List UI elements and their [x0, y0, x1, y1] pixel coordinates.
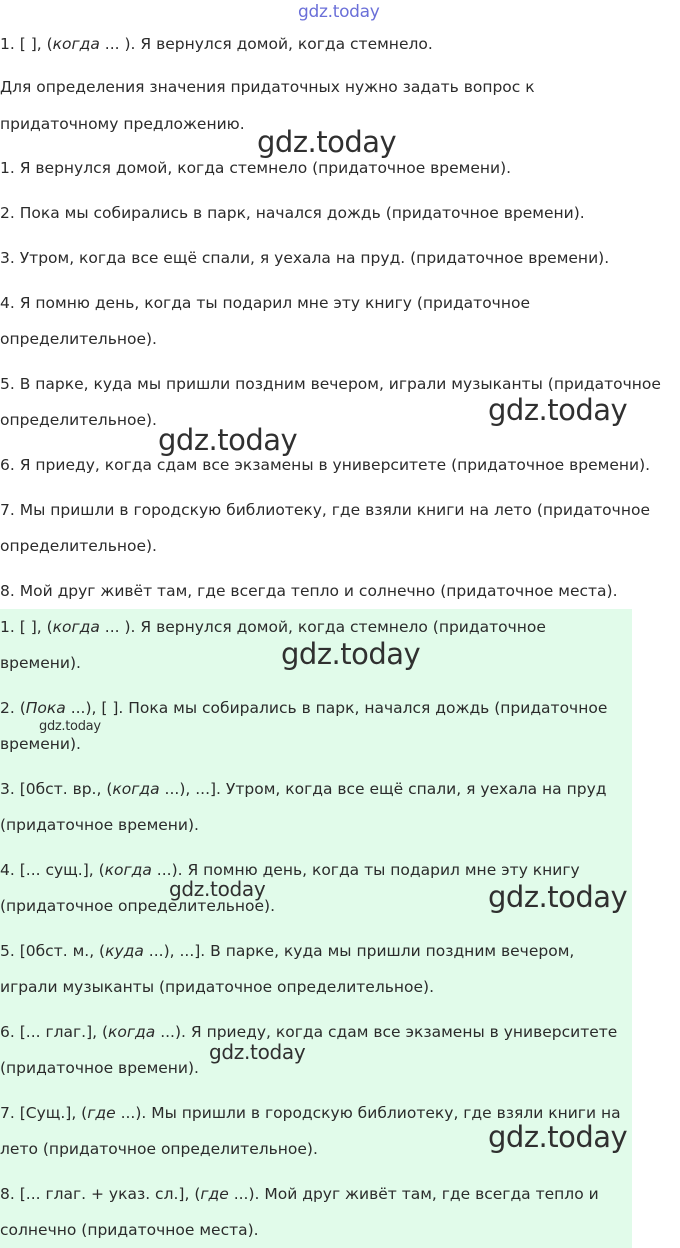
text-line: [0, 969, 434, 1005]
text-run: 1. Я вернулся домой, когда стемнело (придаточное времени).: [0, 159, 512, 177]
text-run: определительное).: [0, 330, 157, 348]
text-line: [0, 240, 609, 276]
watermark: gdz.today: [257, 125, 397, 159]
text-run: 6. Я приеду, когда сдам все экзамены в университете (придаточное времени).: [0, 456, 651, 474]
text-line: [0, 1050, 199, 1086]
text-run: (придаточное определительное).: [0, 897, 276, 915]
italic-text: когда: [108, 1023, 156, 1041]
text-run: определительное).: [0, 411, 157, 429]
text-line: [0, 933, 574, 969]
text-run: времени).: [0, 654, 81, 672]
text-line: [0, 321, 157, 357]
text-line: [0, 492, 650, 528]
text-line: [0, 1212, 259, 1248]
text-line: [0, 1176, 599, 1212]
text-run: 2. Пока мы собирались в парк, начался дождь (придаточное времени).: [0, 204, 585, 222]
text-line: [0, 150, 511, 186]
text-run: определительное).: [0, 537, 157, 555]
watermark: gdz.today: [488, 393, 628, 427]
text-line: [0, 1131, 318, 1167]
text-run: играли музыканты (придаточное определительное).: [0, 978, 435, 996]
watermark: gdz.today: [488, 880, 628, 914]
text-line: [0, 69, 535, 105]
text-run: времени).: [0, 735, 81, 753]
italic-text: где: [87, 1104, 116, 1122]
text-run: 5. [0бст. м., (: [0, 942, 106, 960]
text-line: [0, 285, 530, 321]
text-run: ... ). Я вернулся домой, когда стемнело (придаточное: [99, 618, 546, 636]
text-line: [0, 26, 433, 62]
text-line: [0, 106, 245, 142]
italic-text: когда: [52, 35, 100, 53]
watermark: gdz.today: [209, 1040, 306, 1064]
text-run: ...). Мой друг живёт там, где всегда тепло и: [228, 1185, 599, 1203]
text-run: 3. Утром, когда все ещё спали, я уехала на пруд. (придаточное времени).: [0, 249, 610, 267]
text-line: [0, 609, 546, 645]
text-run: (придаточное времени).: [0, 1059, 199, 1077]
text-run: 6. [... глаг.], (: [0, 1023, 109, 1041]
text-run: 8. [... глаг. + указ. сл.], (: [0, 1185, 201, 1203]
text-line: [0, 573, 618, 609]
text-run: ...), ...]. В парке, куда мы пришли поздним вечером,: [143, 942, 575, 960]
text-run: лето (придаточное определительное).: [0, 1140, 318, 1158]
text-run: 5. В парке, куда мы пришли поздним вечером, играли музыканты (придаточное: [0, 375, 661, 393]
italic-text: где: [200, 1185, 229, 1203]
text-run: 3. [0бст. вр., (: [0, 780, 113, 798]
text-run: (придаточное времени).: [0, 816, 199, 834]
text-run: ... ). Я вернулся домой, когда стемнело.: [99, 35, 433, 53]
text-run: 7. [Сущ.], (: [0, 1104, 88, 1122]
watermark: gdz.today: [488, 1120, 628, 1154]
text-run: 4. [... сущ.], (: [0, 861, 105, 879]
watermark-header: gdz.today: [298, 2, 380, 22]
text-line: [0, 195, 585, 231]
italic-text: куда: [105, 942, 144, 960]
text-line: [0, 402, 157, 438]
text-run: 1. [ ], (: [0, 35, 53, 53]
text-run: 8. Мой друг живёт там, где всегда тепло и солнечно (придаточное места).: [0, 582, 618, 600]
italic-text: когда: [112, 780, 160, 798]
text-run: 7. Мы пришли в городскую библиотеку, где взяли книги на лето (придаточное: [0, 501, 650, 519]
watermark: gdz.today: [169, 877, 266, 901]
text-line: [0, 528, 157, 564]
text-run: ...). Мы пришли в городскую библиотеку, где взяли книги на: [115, 1104, 621, 1122]
text-line: [0, 807, 199, 843]
text-line: [0, 1014, 617, 1050]
text-run: ...). Я помню день, когда ты подарил мне эту книгу: [151, 861, 580, 879]
text-run: 4. Я помню день, когда ты подарил мне эту книгу (придаточное: [0, 294, 530, 312]
italic-text: когда: [52, 618, 100, 636]
text-run: ...). Я приеду, когда сдам все экзамены в университете: [155, 1023, 618, 1041]
italic-text: Пока: [25, 699, 66, 717]
text-run: 1. [ ], (: [0, 618, 53, 636]
text-line: [0, 771, 606, 807]
watermark: gdz.today: [158, 423, 298, 457]
text-run: солнечно (придаточное места).: [0, 1221, 259, 1239]
text-run: ...), [ ]. Пока мы собирались в парк, начался дождь (придаточное: [65, 699, 608, 717]
text-run: 2. (: [0, 699, 26, 717]
watermark: gdz.today: [281, 637, 421, 671]
text-run: придаточному предложению.: [0, 115, 245, 133]
watermark: gdz.today: [39, 719, 101, 734]
text-run: Для определения значения придаточных нужно задать вопрос к: [0, 78, 535, 96]
italic-text: когда: [104, 861, 152, 879]
text-line: [0, 447, 650, 483]
text-run: ...), ...]. Утром, когда все ещё спали, я уехала на пруд: [159, 780, 607, 798]
text-line: [0, 645, 81, 681]
